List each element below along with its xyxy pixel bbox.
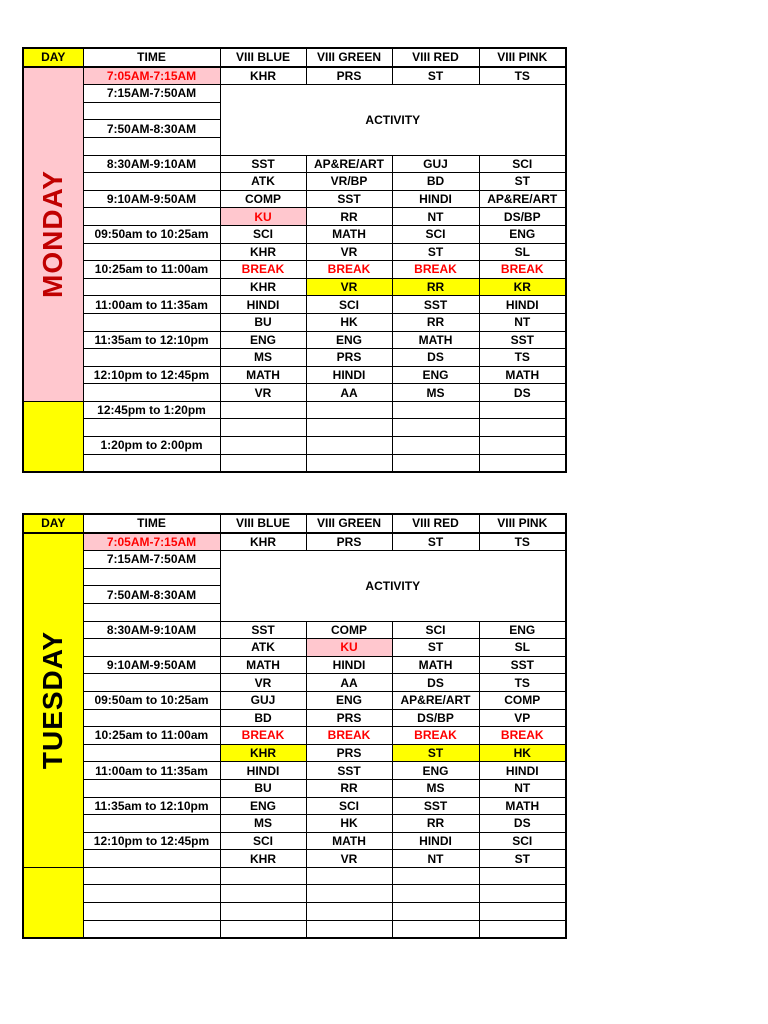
schedule-cell: KHR [220,243,306,261]
schedule-cell: MATH [220,656,306,674]
table-row [23,551,566,569]
table-row [23,762,566,780]
schedule-cell: KHR [220,744,306,762]
time-cell [83,454,220,472]
schedule-cell: HINDI [306,366,392,384]
table-row [23,278,566,296]
schedule-cell [479,885,566,903]
schedule-cell: BD [220,709,306,727]
table-row [23,744,566,762]
schedule-cell: SST [392,296,479,314]
break-cell: BREAK [392,727,479,745]
schedule-cell: SST [479,331,566,349]
schedule-cell: MS [220,349,306,367]
time-cell: 9:10AM-9:50AM [83,656,220,674]
schedule-cell: SCI [479,832,566,850]
schedule-cell: SCI [392,225,479,243]
day-cell-monday [23,67,83,402]
schedule-cell: ENG [479,621,566,639]
time-cell [83,815,220,833]
table-row [23,296,566,314]
schedule-cell: BU [220,779,306,797]
table-row [23,850,566,868]
time-cell [83,885,220,903]
time-cell: 9:10AM-9:50AM [83,190,220,208]
time-cell [83,349,220,367]
day-cell-tuesday [23,533,83,868]
schedule-cell: COMP [306,621,392,639]
schedule-cell: DS [479,815,566,833]
schedule-cell: ATK [220,173,306,191]
time-cell: 11:00am to 11:35am [83,762,220,780]
schedule-cell [392,885,479,903]
header-viii-blue: VIII BLUE [220,48,306,67]
schedule-cell: AA [306,674,392,692]
schedule-cell: PRS [306,533,392,551]
time-cell: 7:15AM-7:50AM [83,551,220,569]
time-cell: 7:15AM-7:50AM [83,85,220,103]
time-cell: 7:50AM-8:30AM [83,586,220,604]
table-row [23,621,566,639]
time-cell [83,850,220,868]
table-row [23,155,566,173]
table-row [23,656,566,674]
schedule-cell: SST [306,190,392,208]
time-cell: 12:10pm to 12:45pm [83,832,220,850]
day-cell-blank [23,867,83,938]
time-cell: 09:50am to 10:25am [83,691,220,709]
activity-cell: ACTIVITY [220,551,566,621]
schedule-cell: MATH [220,366,306,384]
day-label: TUESDAY [37,631,69,770]
schedule-cell: MATH [392,656,479,674]
table-row [23,190,566,208]
time-cell: 10:25am to 11:00am [83,261,220,279]
schedule-cell: MATH [306,832,392,850]
schedule-cell [306,437,392,455]
schedule-cell: RR [392,815,479,833]
time-cell [83,709,220,727]
schedule-cell [306,454,392,472]
table-row [23,313,566,331]
schedule-cell [479,437,566,455]
schedule-cell: ENG [392,366,479,384]
schedule-cell [306,920,392,938]
schedule-cell: RR [306,208,392,226]
table-row [23,639,566,657]
schedule-cell: TS [479,349,566,367]
schedule-cell: KU [220,208,306,226]
schedule-cell: HINDI [220,762,306,780]
schedule-cell: VR/BP [306,173,392,191]
schedule-cell: NT [392,850,479,868]
break-cell: BREAK [392,261,479,279]
schedule-cell [306,401,392,419]
table-row [23,225,566,243]
activity-cell: ACTIVITY [220,85,566,155]
day-cell-blank [23,401,83,472]
time-cell [83,779,220,797]
schedule-cell: SCI [220,832,306,850]
header-time: TIME [83,514,220,533]
schedule-cell: KR [479,278,566,296]
schedule-cell: MS [392,779,479,797]
schedule-cell [306,867,392,885]
schedule-cell: SCI [479,155,566,173]
schedule-cell: SST [306,762,392,780]
table-row [23,903,566,921]
break-cell: BREAK [306,261,392,279]
time-cell: 7:50AM-8:30AM [83,120,220,138]
schedule-cell: MS [220,815,306,833]
schedule-cell [392,903,479,921]
time-cell: 11:00am to 11:35am [83,296,220,314]
schedule-cell: TS [479,674,566,692]
table-row [23,85,566,103]
time-cell [83,639,220,657]
header-viii-red: VIII RED [392,514,479,533]
schedule-cell: NT [479,779,566,797]
schedule-cell: MATH [479,797,566,815]
schedule-cell: ENG [306,691,392,709]
schedule-cell: SCI [220,225,306,243]
schedule-cell [392,454,479,472]
table-row [23,419,566,437]
table-row [23,779,566,797]
time-cell: 11:35am to 12:10pm [83,331,220,349]
break-cell: BREAK [479,727,566,745]
table-row [23,349,566,367]
schedule-cell: ENG [220,331,306,349]
table-row [23,384,566,402]
schedule-cell: ST [479,173,566,191]
schedule-cell: DS [479,384,566,402]
schedule-cell: ENG [479,225,566,243]
time-cell [83,313,220,331]
time-cell [83,419,220,437]
schedule-cell: HINDI [306,656,392,674]
time-cell [83,674,220,692]
table-row [23,401,566,419]
schedule-cell [220,419,306,437]
schedule-cell: TS [479,67,566,85]
schedule-cell [392,920,479,938]
table-row [23,691,566,709]
schedule-cell: SCI [392,621,479,639]
monday-timetable [22,47,567,473]
schedule-cell: KHR [220,533,306,551]
table-row [23,208,566,226]
time-cell [83,137,220,155]
schedule-cell: AA [306,384,392,402]
schedule-cell [479,920,566,938]
header-time: TIME [83,48,220,67]
schedule-cell: RR [306,779,392,797]
break-cell: BREAK [220,727,306,745]
schedule-cell: ENG [306,331,392,349]
table-row [23,709,566,727]
table-row [23,727,566,745]
time-cell: 09:50am to 10:25am [83,225,220,243]
schedule-cell: ENG [220,797,306,815]
schedule-cell: SST [392,797,479,815]
table-row [23,261,566,279]
schedule-cell [306,903,392,921]
schedule-cell: HK [306,815,392,833]
table-row [23,173,566,191]
schedule-cell [306,419,392,437]
schedule-cell: DS/BP [479,208,566,226]
table-row [23,366,566,384]
schedule-cell: SCI [306,797,392,815]
schedule-cell: SST [479,656,566,674]
time-cell: 12:45pm to 1:20pm [83,401,220,419]
schedule-cell [220,437,306,455]
table-row [23,797,566,815]
time-cell: 7:05AM-7:15AM [83,533,220,551]
schedule-cell: VR [306,850,392,868]
table-row [23,674,566,692]
schedule-cell [479,867,566,885]
schedule-cell [220,885,306,903]
time-cell [83,903,220,921]
schedule-cell [220,903,306,921]
schedule-cell: BD [392,173,479,191]
table-row [23,437,566,455]
table-row [23,67,566,85]
time-cell [83,278,220,296]
schedule-cell: ST [392,67,479,85]
schedule-cell: HINDI [392,190,479,208]
schedule-cell [479,419,566,437]
table-row [23,832,566,850]
schedule-cell: DS/BP [392,709,479,727]
schedule-cell: PRS [306,349,392,367]
time-cell [83,208,220,226]
header-viii-red: VIII RED [392,48,479,67]
schedule-cell: BU [220,313,306,331]
break-cell: BREAK [220,261,306,279]
schedule-cell [392,437,479,455]
time-cell [83,384,220,402]
schedule-cell: SCI [306,296,392,314]
header-viii-pink: VIII PINK [479,514,566,533]
schedule-cell: VR [306,243,392,261]
schedule-cell: PRS [306,744,392,762]
schedule-cell: KHR [220,850,306,868]
schedule-cell [220,920,306,938]
schedule-cell: RR [392,278,479,296]
schedule-cell [479,903,566,921]
schedule-cell: DS [392,349,479,367]
schedule-cell: MS [392,384,479,402]
time-cell [83,603,220,621]
schedule-cell: PRS [306,67,392,85]
schedule-cell [479,401,566,419]
schedule-cell: ST [392,243,479,261]
schedule-cell [220,867,306,885]
schedule-cell: COMP [479,691,566,709]
time-cell: 10:25am to 11:00am [83,727,220,745]
header-day: DAY [23,514,83,533]
schedule-cell: ST [392,744,479,762]
schedule-cell: NT [479,313,566,331]
time-cell [83,568,220,586]
schedule-cell: HINDI [392,832,479,850]
schedule-cell: RR [392,313,479,331]
schedule-cell [306,885,392,903]
schedule-cell: ST [392,533,479,551]
time-cell: 1:20pm to 2:00pm [83,437,220,455]
schedule-cell: NT [392,208,479,226]
schedule-cell: KU [306,639,392,657]
table-row [23,533,566,551]
schedule-cell: COMP [220,190,306,208]
table-row [23,885,566,903]
schedule-cell: VR [220,384,306,402]
table-row [23,243,566,261]
header-viii-green: VIII GREEN [306,514,392,533]
header-viii-pink: VIII PINK [479,48,566,67]
schedule-cell: KHR [220,67,306,85]
time-cell: 12:10pm to 12:45pm [83,366,220,384]
schedule-cell: HINDI [479,296,566,314]
time-cell: 7:05AM-7:15AM [83,67,220,85]
schedule-cell: AP&RE/ART [306,155,392,173]
tuesday-timetable [22,513,567,939]
schedule-cell [392,867,479,885]
time-cell: 8:30AM-9:10AM [83,621,220,639]
break-cell: BREAK [479,261,566,279]
table-row [23,815,566,833]
table-row [23,331,566,349]
schedule-cell: HK [306,313,392,331]
schedule-cell: DS [392,674,479,692]
header-row [23,48,566,67]
schedule-cell: VR [220,674,306,692]
time-cell [83,102,220,120]
schedule-cell: ENG [392,762,479,780]
schedule-cell: MATH [392,331,479,349]
schedule-cell: ATK [220,639,306,657]
header-day: DAY [23,48,83,67]
day-label: MONDAY [37,170,69,299]
schedule-cell: HK [479,744,566,762]
header-viii-blue: VIII BLUE [220,514,306,533]
table-row [23,920,566,938]
time-cell [83,920,220,938]
schedule-cell: GUJ [392,155,479,173]
schedule-cell: SL [479,639,566,657]
schedule-cell [220,454,306,472]
schedule-cell: SST [220,621,306,639]
schedule-cell [479,454,566,472]
schedule-cell: PRS [306,709,392,727]
schedule-cell [392,401,479,419]
schedule-cell: SST [220,155,306,173]
table-row [23,454,566,472]
time-cell: 8:30AM-9:10AM [83,155,220,173]
schedule-cell: KHR [220,278,306,296]
schedule-cell [392,419,479,437]
time-cell [83,744,220,762]
schedule-cell: AP&RE/ART [479,190,566,208]
header-row [23,514,566,533]
schedule-cell: GUJ [220,691,306,709]
table-row [23,867,566,885]
header-viii-green: VIII GREEN [306,48,392,67]
break-cell: BREAK [306,727,392,745]
schedule-cell: TS [479,533,566,551]
time-cell [83,243,220,261]
schedule-cell: HINDI [479,762,566,780]
schedule-cell: AP&RE/ART [392,691,479,709]
schedule-cell: ST [392,639,479,657]
schedule-cell: ST [479,850,566,868]
schedule-cell: SL [479,243,566,261]
schedule-cell [220,401,306,419]
time-cell [83,173,220,191]
schedule-cell: MATH [479,366,566,384]
schedule-cell: MATH [306,225,392,243]
time-cell: 11:35am to 12:10pm [83,797,220,815]
schedule-cell: HINDI [220,296,306,314]
schedule-cell: VP [479,709,566,727]
schedule-cell: VR [306,278,392,296]
time-cell [83,867,220,885]
